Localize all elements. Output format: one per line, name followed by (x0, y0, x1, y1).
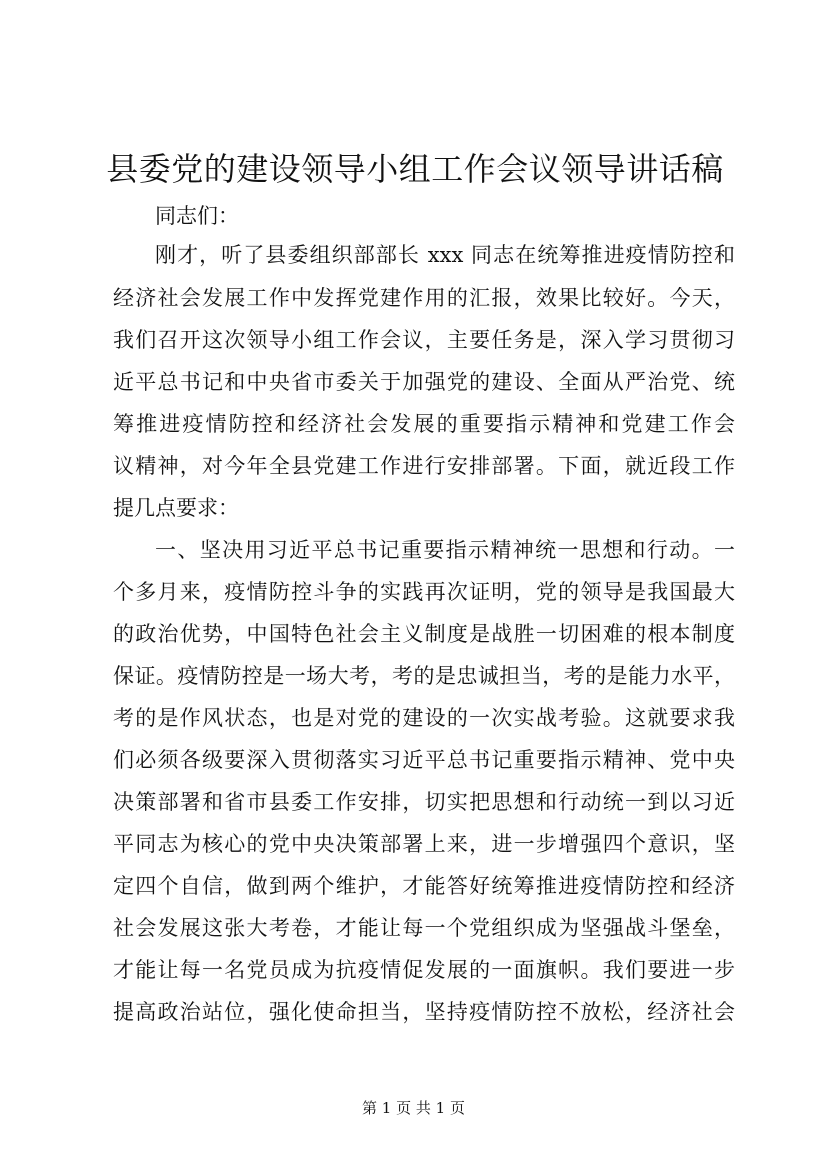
document-title: 县委党的建设领导小组工作会议领导讲话稿 (106, 150, 724, 188)
paragraph-line: 议精神，对今年全县党建工作进行安排部署。下面，就近段工作 (113, 454, 735, 478)
paragraph-line: 平同志为核心的党中央决策部署上来，进一步增强四个意识，坚 (113, 832, 735, 856)
paragraph-line: 社会发展这张大考卷，才能让每一个党组织成为坚强战斗堡垒， (113, 916, 735, 940)
page-footer: 第 1 页 共 1 页 (362, 1099, 465, 1117)
paragraph-line: 近平总书记和中央省市委关于加强党的建设、全面从严治党、统 (113, 370, 735, 394)
paragraph-line: 定四个自信，做到两个维护，才能答好统筹推进疫情防控和经济 (113, 874, 735, 898)
paragraph-line: 保证。疫情防控是一场大考，考的是忠诚担当，考的是能力水平， (113, 664, 735, 688)
paragraph-line: 们必须各级要深入贯彻落实习近平总书记重要指示精神、党中央 (113, 748, 735, 772)
paragraph-line: 提几点要求： (113, 496, 239, 520)
paragraph-line: 筹推进疫情防控和经济社会发展的重要指示精神和党建工作会 (113, 412, 735, 436)
paragraph-line: 一、坚决用习近平总书记重要指示精神统一思想和行动。一 (155, 538, 735, 562)
paragraph-line: 我们召开这次领导小组工作会议，主要任务是，深入学习贯彻习 (113, 328, 735, 352)
paragraph-line: 个多月来，疫情防控斗争的实践再次证明，党的领导是我国最大 (113, 580, 735, 604)
paragraph-line: 考的是作风状态，也是对党的建设的一次实战考验。这就要求我 (113, 706, 735, 730)
salutation: 同志们： (155, 204, 239, 228)
paragraph-line: 刚才，听了县委组织部部长 xxx 同志在统筹推进疫情防控和 (155, 243, 735, 267)
paragraph-line: 提高政治站位，强化使命担当，坚持疫情防控不放松，经济社会 (113, 1000, 735, 1024)
paragraph-line: 的政治优势，中国特色社会主义制度是战胜一切困难的根本制度 (113, 622, 735, 646)
paragraph-line: 经济社会发展工作中发挥党建作用的汇报，效果比较好。今天， (113, 286, 735, 310)
paragraph-line: 才能让每一名党员成为抗疫情促发展的一面旗帜。我们要进一步 (113, 958, 735, 982)
paragraph-line: 决策部署和省市县委工作安排，切实把思想和行动统一到以习近 (113, 790, 735, 814)
